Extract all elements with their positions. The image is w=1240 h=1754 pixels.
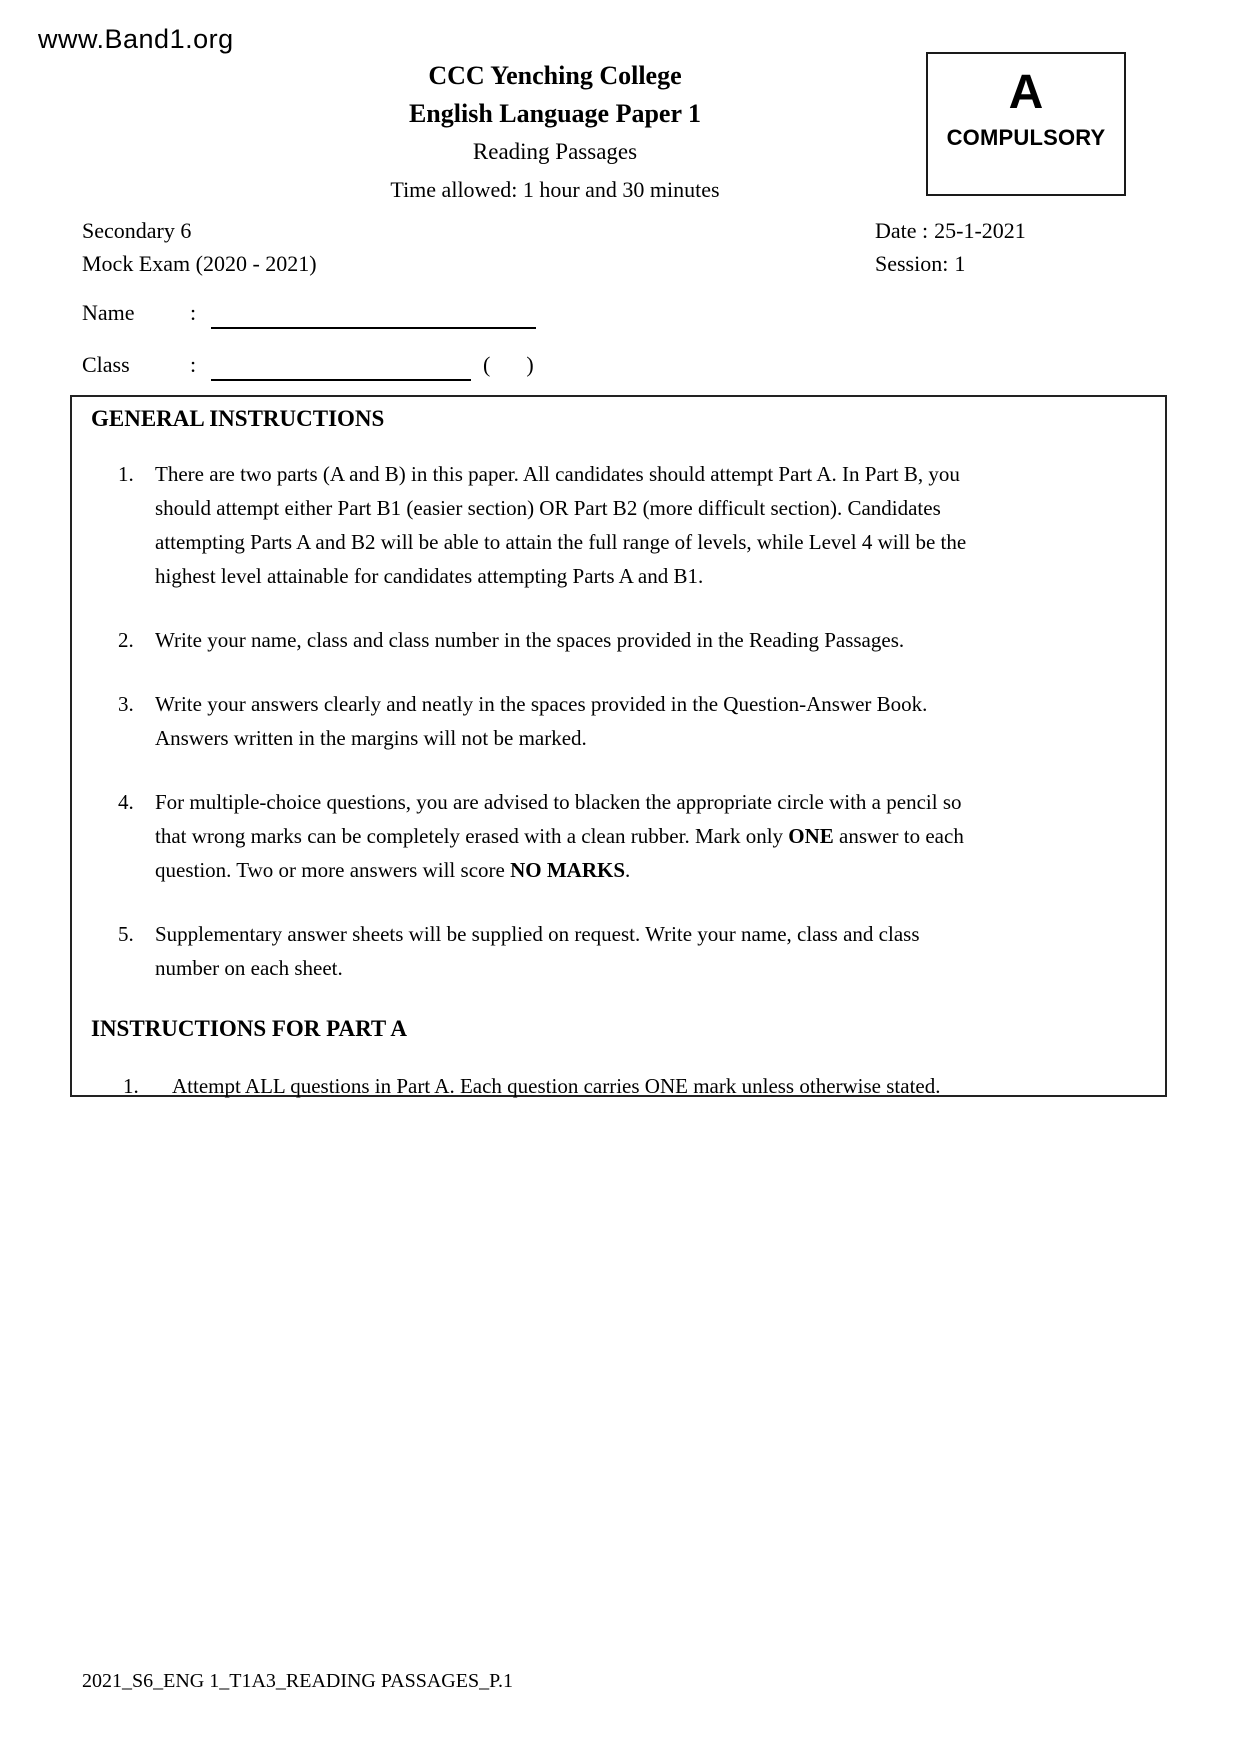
item-number: 1. — [118, 462, 134, 486]
item-line — [155, 853, 1017, 887]
exam-meta-right — [875, 214, 1026, 280]
item-text — [155, 917, 1017, 985]
name-field-row — [82, 300, 536, 330]
item-line — [155, 623, 1017, 657]
general-instructions-list — [91, 457, 1147, 985]
document-footer-code: 2021_S6_ENG 1_T1A3_READING PASSAGES_P.1 — [82, 1670, 513, 1692]
class-blank-line — [211, 379, 471, 381]
item-line — [172, 1069, 1034, 1103]
plain-text: Attempt ALL questions in Part A. Each question carries ONE mark unless otherwise stated. — [172, 1074, 941, 1098]
session-row — [875, 247, 1026, 280]
instruction-item — [91, 623, 1147, 657]
instruction-item — [91, 687, 1147, 755]
plain-text: There are two parts (A and B) in this paper. All candidates should attempt Part A. In Part B, you — [155, 462, 960, 486]
paper-title: English Language Paper 1 — [408, 99, 702, 128]
item-line — [155, 785, 1017, 819]
plain-text: For multiple-choice questions, you are advised to blacken the appropriate circle with a pencil so — [155, 790, 962, 814]
item-text — [155, 785, 1017, 887]
name-colon: : — [190, 300, 197, 325]
item-number: 3. — [118, 692, 134, 716]
plain-text: number on each sheet. — [155, 956, 343, 980]
item-text — [172, 1069, 1034, 1103]
item-line — [155, 819, 1017, 853]
emphasized-text: ONE — [788, 824, 834, 848]
item-number: 2. — [118, 628, 134, 652]
item-line — [155, 951, 1017, 985]
plain-text: . — [625, 858, 631, 882]
school-name: CCC Yenching College — [428, 61, 682, 90]
item-text — [155, 457, 1017, 593]
class-colon: : — [190, 352, 197, 377]
date-row — [875, 214, 1026, 247]
item-text — [155, 687, 1017, 755]
item-number: 4. — [118, 790, 134, 814]
compulsory-box — [926, 52, 1126, 196]
class-number-paren-open: ( — [483, 352, 491, 377]
item-text — [155, 623, 1017, 657]
item-line — [155, 687, 1017, 721]
section-letter: A — [1008, 66, 1044, 119]
emphasized-text: NO MARKS — [510, 858, 625, 882]
class-field-row — [82, 352, 534, 382]
watermark-url: www.Band1.org — [38, 24, 234, 54]
item-line — [155, 457, 1017, 491]
part-a-instructions-list — [91, 1069, 1147, 1103]
instruction-item — [91, 785, 1147, 887]
plain-text: that wrong marks can be completely erased with a clean rubber. Mark only — [155, 824, 789, 848]
plain-text: answer to each — [833, 824, 964, 848]
plain-text: highest level attainable for candidates attempting Parts A and B1. — [155, 564, 704, 588]
item-line — [155, 917, 1017, 951]
date-value: 25-1-2021 — [934, 218, 1026, 243]
exam-meta-left — [82, 214, 317, 280]
instructions-box — [70, 395, 1167, 1097]
session-label: Session: — [875, 251, 949, 276]
plain-text: Write your answers clearly and neatly in the spaces provided in the Question-Answer Book. — [155, 692, 928, 716]
instruction-item — [91, 457, 1147, 593]
class-label: Class — [82, 352, 130, 377]
level: Secondary 6 — [82, 218, 192, 243]
plain-text: Answers written in the margins will not be marked. — [155, 726, 587, 750]
item-number: 5. — [118, 922, 134, 946]
general-instructions-heading: GENERAL INSTRUCTIONS — [91, 406, 385, 431]
class-number-paren-close: ) — [526, 352, 534, 377]
exam-name: Mock Exam (2020 - 2021) — [82, 251, 317, 276]
item-line — [155, 525, 1017, 559]
name-blank-line — [211, 327, 536, 329]
paper-subtitle: Reading Passages — [472, 139, 638, 164]
plain-text: attempting Parts A and B2 will be able to attain the full range of levels, while Level 4 will be the — [155, 530, 967, 554]
instruction-item — [91, 1069, 1147, 1103]
item-number: 1. — [123, 1074, 139, 1098]
item-line — [155, 721, 1017, 755]
instruction-item — [91, 917, 1147, 985]
part-a-instructions-heading: INSTRUCTIONS FOR PART A — [91, 1016, 407, 1041]
item-line — [155, 559, 1017, 593]
time-allowed: Time allowed: 1 hour and 30 minutes — [390, 177, 720, 202]
session-value: 1 — [954, 251, 966, 276]
plain-text: Write your name, class and class number in the spaces provided in the Reading Passages. — [155, 628, 905, 652]
plain-text: should attempt either Part B1 (easier section) OR Part B2 (more difficult section). Candidates — [155, 496, 941, 520]
plain-text: Supplementary answer sheets will be supplied on request. Write your name, class and class — [155, 922, 920, 946]
plain-text: question. Two or more answers will score — [155, 858, 511, 882]
name-label: Name — [82, 300, 135, 325]
item-line — [155, 491, 1017, 525]
date-label: Date : — [875, 218, 929, 243]
compulsory-label: COMPULSORY — [946, 125, 1106, 150]
